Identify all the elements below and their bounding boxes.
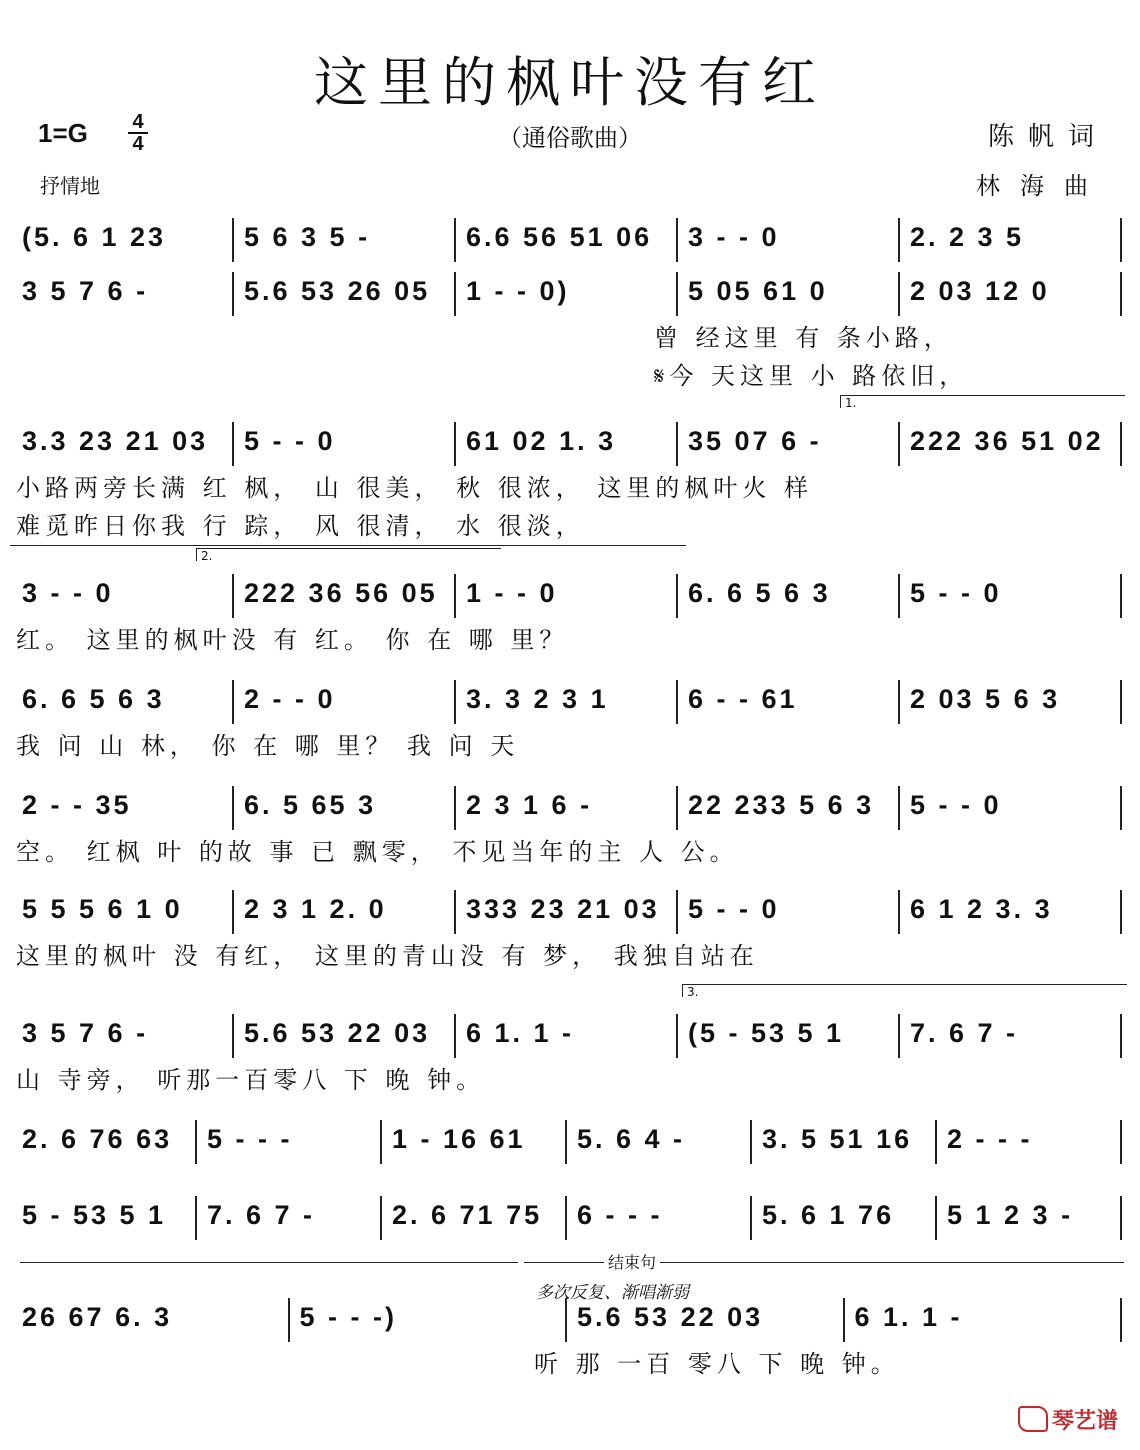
volta-3-bracket: 3. bbox=[682, 984, 1127, 997]
bar-line bbox=[232, 890, 234, 934]
measure: 3.3 23 21 03 bbox=[22, 426, 209, 456]
subtitle: （通俗歌曲） bbox=[498, 124, 642, 152]
bar-line bbox=[288, 1298, 290, 1342]
measure: 6. 5 65 3 bbox=[244, 790, 377, 820]
bar-line bbox=[898, 680, 900, 724]
measure: (5 - 53 5 1 bbox=[688, 1018, 845, 1048]
measure: 2 - - - bbox=[947, 1124, 1033, 1154]
measure: 2 03 12 0 bbox=[910, 276, 1050, 306]
measure: 7. 6 7 - bbox=[910, 1018, 1019, 1048]
measure: 3 - - 0 bbox=[22, 578, 114, 608]
lyric-line: 我 问 山 林， 你 在 哪 里？ 我 问 天 bbox=[16, 732, 520, 760]
bar-line bbox=[1120, 272, 1122, 316]
bar-line bbox=[380, 1120, 382, 1164]
bar-line bbox=[843, 1298, 845, 1342]
measure: 2 - - 0 bbox=[244, 684, 336, 714]
measure: 3 5 7 6 - bbox=[22, 276, 149, 306]
volta-2-bracket: 2. bbox=[196, 548, 501, 561]
lyric-line: 红。 这里的枫叶没 有 红。 你 在 哪 里？ bbox=[16, 626, 569, 654]
measure: 6.6 56 51 06 bbox=[466, 222, 653, 252]
measure: 5 6 3 5 - bbox=[244, 222, 371, 252]
bar-line bbox=[898, 786, 900, 830]
bar-line bbox=[232, 272, 234, 316]
lyric-line: 这里的枫叶 没 有红， 这里的青山没 有 梦， 我独自站在 bbox=[16, 942, 759, 970]
lyric-line: 山 寺旁， 听那一百零八 下 晚 钟。 bbox=[16, 1066, 486, 1094]
lyric-line: 曾 经这里 有 条小路， bbox=[654, 324, 953, 352]
bar-line bbox=[1120, 890, 1122, 934]
bar-line bbox=[676, 680, 678, 724]
bar-line bbox=[195, 1120, 197, 1164]
bar-line bbox=[898, 890, 900, 934]
song-title: 这里的枫叶没有红 bbox=[314, 51, 826, 114]
bar-line bbox=[676, 218, 678, 262]
bar-line bbox=[1120, 422, 1122, 466]
bar-line bbox=[454, 786, 456, 830]
measure: 6 - - 61 bbox=[688, 684, 798, 714]
bar-line bbox=[232, 1014, 234, 1058]
bar-line bbox=[454, 680, 456, 724]
music-system bbox=[14, 1018, 1130, 1138]
bar-line bbox=[898, 218, 900, 262]
measure: 6 - - - bbox=[577, 1200, 663, 1230]
bar-line bbox=[676, 272, 678, 316]
measure: 5. 6 4 - bbox=[577, 1124, 686, 1154]
bar-line bbox=[1120, 1298, 1122, 1342]
bar-line bbox=[1120, 1120, 1122, 1164]
time-bottom: 4 bbox=[132, 133, 144, 155]
notation-line bbox=[14, 222, 1130, 262]
volta-1-end-rule bbox=[10, 545, 686, 546]
measure: 5.6 53 22 03 bbox=[244, 1018, 431, 1048]
bar-line bbox=[454, 422, 456, 466]
bar-line bbox=[232, 218, 234, 262]
tempo-marking: 抒情地 bbox=[40, 174, 100, 198]
measure: 6 1 2 3. 3 bbox=[910, 894, 1053, 924]
bar-line bbox=[935, 1120, 937, 1164]
bar-line bbox=[454, 1014, 456, 1058]
measure: 333 23 21 03 bbox=[466, 894, 660, 924]
measure: 5.6 53 22 03 bbox=[577, 1302, 764, 1332]
bar-line bbox=[1120, 574, 1122, 618]
measure: 2 - - 35 bbox=[22, 790, 132, 820]
measure: 5 - - 0 bbox=[910, 578, 1002, 608]
notation-line bbox=[14, 1302, 1130, 1342]
measure: 5.6 53 26 05 bbox=[244, 276, 431, 306]
measure: 5. 6 1 76 bbox=[762, 1200, 895, 1230]
bar-line bbox=[676, 1014, 678, 1058]
measure: 2. 6 76 63 bbox=[22, 1124, 173, 1154]
bar-line bbox=[935, 1196, 937, 1240]
brand-logo: 琴艺谱 bbox=[1018, 1404, 1118, 1435]
logo-icon bbox=[1018, 1406, 1048, 1432]
ending-label: 结束句 bbox=[604, 1250, 660, 1273]
time-top: 4 bbox=[132, 111, 144, 133]
bar-line bbox=[676, 786, 678, 830]
bar-line bbox=[898, 272, 900, 316]
bar-line bbox=[232, 680, 234, 724]
measure: 6 1. 1 - bbox=[466, 1018, 575, 1048]
measure: 5 1 2 3 - bbox=[947, 1200, 1074, 1230]
measure: 1 - - 0 bbox=[466, 578, 558, 608]
music-system bbox=[14, 426, 1130, 546]
bar-line bbox=[676, 574, 678, 618]
notation-line bbox=[14, 1124, 1130, 1164]
measure: 222 36 56 05 bbox=[244, 578, 438, 608]
lyric-line: 空。 红枫 叶 的故 事 已 飘零， 不见当年的主 人 公。 bbox=[16, 838, 739, 866]
bar-line bbox=[565, 1196, 567, 1240]
notation-line bbox=[14, 426, 1130, 466]
music-system bbox=[14, 790, 1130, 910]
measure: 5 5 5 6 1 0 bbox=[22, 894, 183, 924]
measure: 22 233 5 6 3 bbox=[688, 790, 875, 820]
bar-line bbox=[454, 218, 456, 262]
measure: 2 03 5 6 3 bbox=[910, 684, 1061, 714]
measure: 1 - - 0) bbox=[466, 276, 570, 306]
bar-line bbox=[898, 422, 900, 466]
measure: 1 - 16 61 bbox=[392, 1124, 526, 1154]
measure: 3 5 7 6 - bbox=[22, 1018, 149, 1048]
measure: 5 - 53 5 1 bbox=[22, 1200, 167, 1230]
bar-line bbox=[1120, 786, 1122, 830]
bar-line bbox=[232, 574, 234, 618]
measure: 5 - - 0 bbox=[688, 894, 780, 924]
measure: 3 - - 0 bbox=[688, 222, 780, 252]
notation-line bbox=[14, 276, 1130, 316]
measure: 2. 6 71 75 bbox=[392, 1200, 543, 1230]
measure: 5 - - - bbox=[207, 1124, 293, 1154]
measure: 35 07 6 - bbox=[688, 426, 822, 456]
lyricist-credit: 陈帆词 bbox=[987, 122, 1108, 152]
bar-line bbox=[232, 786, 234, 830]
dynamics-note: 多次反复、渐唱渐弱 bbox=[536, 1283, 689, 1303]
measure: 3. 3 2 3 1 bbox=[466, 684, 609, 714]
bar-line bbox=[380, 1196, 382, 1240]
volta-1-bracket: 1. bbox=[840, 395, 1125, 408]
measure: 6 1. 1 - bbox=[854, 1302, 963, 1332]
bar-line bbox=[454, 890, 456, 934]
bar-line bbox=[1120, 218, 1122, 262]
notation-line bbox=[14, 1018, 1130, 1058]
measure: 2 3 1 2. 0 bbox=[244, 894, 387, 924]
lyric-line: 𝄋今 天这里 小 路依旧， bbox=[654, 362, 969, 390]
bar-line bbox=[898, 1014, 900, 1058]
bar-line bbox=[454, 574, 456, 618]
bar-line bbox=[454, 272, 456, 316]
music-system bbox=[14, 276, 1130, 396]
measure: 5 - - 0 bbox=[910, 790, 1002, 820]
bar-line bbox=[565, 1120, 567, 1164]
bar-line bbox=[565, 1298, 567, 1342]
measure: 6. 6 5 6 3 bbox=[688, 578, 831, 608]
measure: 2. 2 3 5 bbox=[910, 222, 1025, 252]
notation-line bbox=[14, 1200, 1130, 1240]
bar-line bbox=[750, 1120, 752, 1164]
measure: 61 02 1. 3 bbox=[466, 426, 617, 456]
measure: 6. 6 5 6 3 bbox=[22, 684, 165, 714]
bar-line bbox=[1120, 1014, 1122, 1058]
notation-line bbox=[14, 684, 1130, 724]
music-system bbox=[14, 684, 1130, 804]
music-system bbox=[14, 578, 1130, 698]
coda-rule-left bbox=[20, 1262, 518, 1263]
bar-line bbox=[232, 422, 234, 466]
bar-line bbox=[676, 890, 678, 934]
measure: 222 36 51 02 bbox=[910, 426, 1104, 456]
notation-line bbox=[14, 790, 1130, 830]
measure: 3. 5 51 16 bbox=[762, 1124, 913, 1154]
bar-line bbox=[676, 422, 678, 466]
measure: (5. 6 1 23 bbox=[22, 222, 167, 252]
notation-line bbox=[14, 894, 1130, 934]
measure: 5 - - 0 bbox=[244, 426, 336, 456]
measure: 2 3 1 6 - bbox=[466, 790, 593, 820]
composer-credit: 林海曲 bbox=[976, 172, 1108, 200]
bar-line bbox=[750, 1196, 752, 1240]
lyric-line: 小路两旁长满 红 枫， 山 很美， 秋 很浓， 这里的枫叶火 样 bbox=[16, 474, 814, 502]
notation-line bbox=[14, 578, 1130, 618]
lyric-line: 难觅昨日你我 行 踪， 风 很清， 水 很淡， bbox=[16, 512, 585, 540]
measure: 5 - - -) bbox=[299, 1302, 397, 1332]
bar-line bbox=[1120, 1196, 1122, 1240]
bar-line bbox=[1120, 680, 1122, 724]
bar-line bbox=[898, 574, 900, 618]
measure: 5 05 61 0 bbox=[688, 276, 828, 306]
music-system bbox=[14, 1302, 1130, 1422]
lyric-line: 听 那 一百 零八 下 晚 钟。 bbox=[534, 1350, 900, 1378]
key-signature: 1=G bbox=[38, 118, 88, 148]
bar-line bbox=[195, 1196, 197, 1240]
measure: 7. 6 7 - bbox=[207, 1200, 316, 1230]
measure: 26 67 6. 3 bbox=[22, 1302, 173, 1332]
